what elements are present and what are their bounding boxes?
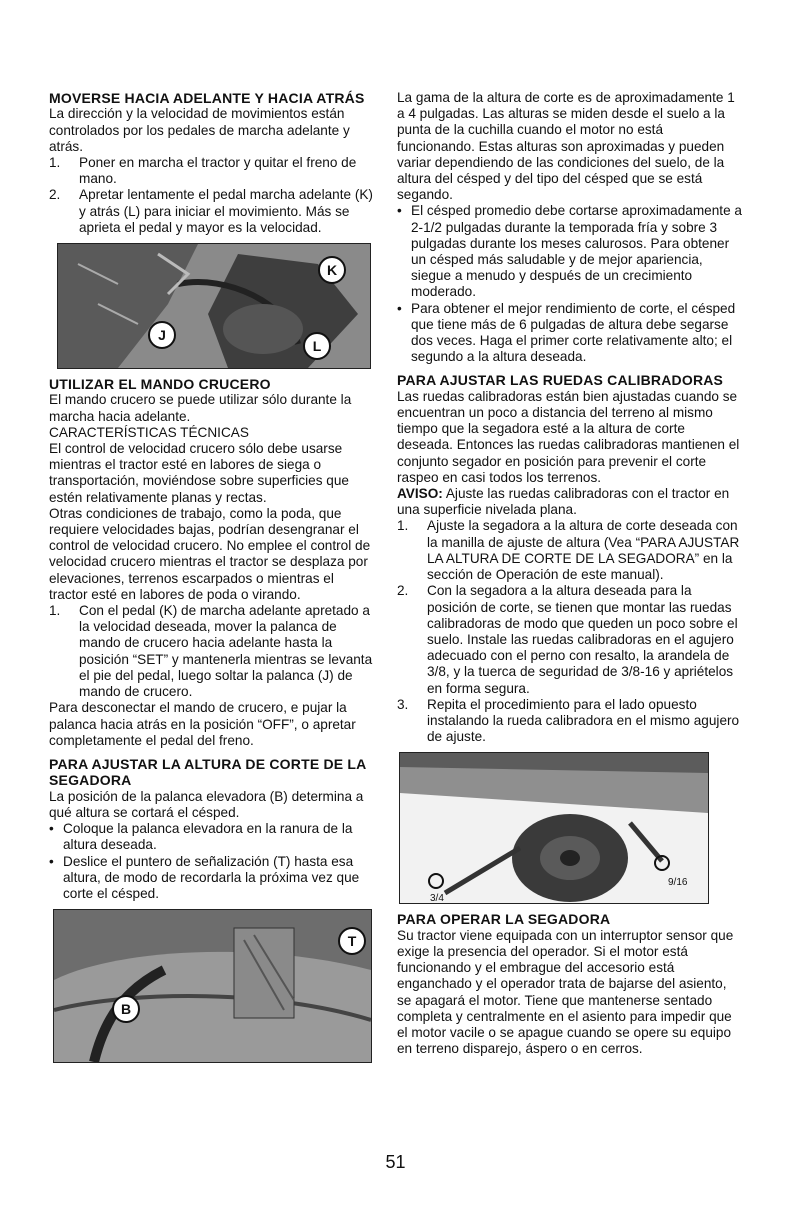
callout-j: J	[148, 321, 176, 349]
paragraph-operator-switch: Su tractor viene equipada con un interruptor sensor que exige la presencia del operador. Si el motor está funcionando y el embrague del accesorio está enganchado y el operador trata de bajarse del asiento, se apagará el motor. Tiene que mantenerse sentado completa y centralmente en el asiento para impedir que el motor vacile o se apague cuando se opere su equipo en terreno disparejo, áspero o en cerros.	[397, 927, 734, 1057]
list-item: 3. Repita el procedimiento para el lado opuesto instalando la rueda calibradora en el mismo agujero de ajuste.	[397, 696, 740, 745]
steps-forward	[49, 155, 376, 236]
list-item: • Deslice el puntero de señalización (T) hasta esa altura, de modo de recordarla la próxima vez que corte el césped.	[49, 853, 360, 901]
paragraph-cruise-use: El control de velocidad crucero sólo debe usarse mientras el tractor esté en labores de siega o transportación, moviéndose sobre superficies que estén relativamente planas y rectas.	[49, 441, 349, 505]
paragraph-gauge-wheels: Las ruedas calibradoras están bien ajustadas cuando se encuentran un poco a distancia del terreno al mismo tiempo que la segadora esté a la altura de corte deseada. Entonces las ruedas calibradoras mantienen el conjunto segador en posición para prevenir el corte raspeo en casi todos los terrenos.	[397, 388, 740, 485]
list-item: 2. Con la segadora a la altura deseada para la posición de corte, se tienen que montar las ruedas calibradoras de modo que queden un poco sobre el suelo. Instale las ruedas calibradoras en el agujero adecuado con el perno con resalto, la arandela de 3/8, y la tuerca de seguridad de 3/8-16 y apriételos en forma segura.	[397, 583, 738, 696]
steps-gauge-wheels	[397, 518, 742, 745]
callout-k: K	[318, 256, 346, 284]
figure-lift-lever	[53, 909, 372, 1063]
paragraph-cruise-conditions: Otras condiciones de trabajo, como la poda, que requiere velocidades bajas, podrían desengranar el control de velocidad crucero. No emplee el control de velocidad crucero mientras el tractor se desplaza por elevaciones, terrenos escarpados o mientras el tractor esté en labores de poda o virando.	[49, 505, 371, 602]
list-item: 1. Con el pedal (K) de marcha adelante apretado a la velocidad deseada, mover la palanca de mando de crucero hacia adelante hasta la posición “SET” y mantenerla mientras se levanta el pie del pedal, luego soltar la palanca (J) de mando de crucero.	[49, 603, 373, 700]
label-3-4: 3/4	[430, 893, 444, 905]
heading-cut-height: PARA AJUSTAR LA ALTURA DE CORTE DE LA SEGADORA	[49, 755, 366, 789]
list-item: • El césped promedio debe cortarse aproximadamente a 2-1/2 pulgadas durante la temporada fría y sobre 3 pulgadas durante los meses calurosos. Para obtener un césped más saludable y de mejor apariencia, siegue a menudo y después de un crecimiento moderado.	[397, 203, 742, 300]
list-item: 1. Ajuste la segadora a la altura de corte deseada con la manilla de ajuste de altura (Vea “PARA AJUSTAR LA ALTURA DE CORTE DE LA SEGADORA” en la sección de Operación de este manual).	[397, 518, 740, 583]
paragraph-cut-range: La gama de la altura de corte es de aproximadamente 1 a 4 pulgadas. Las alturas se miden desde el suelo a la punta de la cuchilla cuando el motor no está funcionando. Estas alturas son aproximadas y pueden variar dependiendo de las condiciones del suelo, de la altura del césped y del tipo del césped que se está segando.	[397, 90, 735, 203]
list-item: • Para obtener el mejor rendimiento de corte, el césped que tiene más de 6 pulgadas de altura debe segarse dos veces. Haga el primer corte relativamente alto; el segundo a la altura deseada.	[397, 300, 736, 365]
lift-lever-illustration	[54, 910, 371, 1062]
callout-t: T	[338, 927, 366, 955]
left-column	[49, 90, 376, 1063]
paragraph-lift-lever: La posición de la palanca elevadora (B) determina a qué altura se cortará el césped.	[49, 788, 364, 820]
heading-operate-mower: PARA OPERAR LA SEGADORA	[397, 911, 611, 928]
heading-gauge-wheels: PARA AJUSTAR LAS RUEDAS CALIBRADORAS	[397, 372, 724, 389]
paragraph-cruise-intro: El mando crucero se puede utilizar sólo durante la marcha hacia adelante.	[49, 392, 352, 424]
heading-cruise-control: UTILIZAR EL MANDO CRUCERO	[49, 376, 271, 393]
page-number: 51	[385, 1152, 406, 1172]
callout-b: B	[112, 995, 140, 1023]
list-item: 1. Poner en marcha el tractor y quitar el freno de mano.	[49, 155, 357, 187]
heading-forward-backward: MOVERSE HACIA ADELANTE Y HACIA ATRÁS	[49, 90, 365, 106]
callout-l: L	[303, 332, 331, 360]
label-9-16: 9/16	[668, 877, 688, 889]
gauge-wheel-illustration	[400, 753, 708, 903]
aviso-label: AVISO:	[397, 486, 443, 502]
bullets-mowing-tips	[397, 203, 742, 365]
paragraph-direction: La dirección y la velocidad de movimientos están controlados por los pedales de marcha adelante y atrás.	[49, 106, 350, 154]
paragraph-cruise-disconnect: Para desconectar el mando de crucero, e pujar la palanca hacia atrás en la posición “OFF”, o apretar completamente el pedal del freno.	[49, 700, 356, 748]
figure-gauge-wheel	[399, 752, 709, 904]
right-column	[397, 90, 742, 1057]
list-item: • Coloque la palanca elevadora en la ranura de la altura deseada.	[49, 821, 353, 853]
bullets-cut-height	[49, 821, 376, 902]
list-item: 2. Apretar lentamente el pedal marcha adelante (K) y atrás (L) para iniciar el movimiento. Más se aprieta el pedal y mayor es la velocidad.	[49, 187, 373, 235]
steps-cruise	[49, 603, 376, 700]
subheading-technical: CARACTERÍSTICAS TÉCNICAS	[49, 424, 249, 440]
aviso-text: Ajuste las ruedas calibradoras con el tractor en una superficie nivelada plana.	[397, 486, 730, 518]
figure-pedals	[57, 243, 371, 369]
paragraph-aviso	[397, 486, 742, 518]
